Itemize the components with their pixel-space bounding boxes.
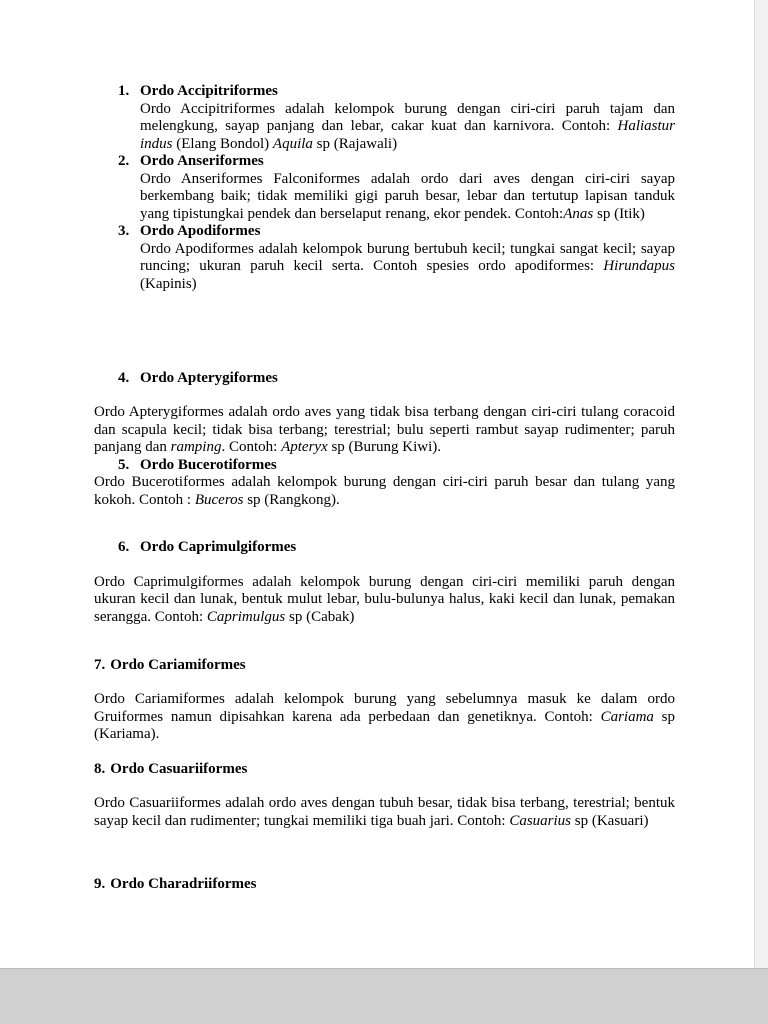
section-number: 4.: [118, 369, 130, 386]
section-paragraph: Ordo Caprimulgiformes adalah kelompok burung dengan ciri-ciri memiliki paruh dengan ukuran kecil dan lunak, bentuk mulut lebar, bulu-bulunya halus, kaki kecil dan lunak, pemakan serangga. Contoh: Caprimulgus sp (Cabak): [94, 573, 675, 626]
section-number: 8.: [94, 760, 106, 777]
section-ordo-anseriformes: [94, 153, 675, 223]
section-number: 9.: [94, 876, 106, 893]
section-ordo-charadriiformes: [94, 876, 675, 894]
section-paragraph: Ordo Apodiformes adalah kelompok burung bertubuh kecil; tungkai sangat kecil; sayap runcing; ukuran paruh kecil serta. Contoh spesies ordo apodiformes: Hirundapus (Kapinis): [140, 240, 675, 293]
section-heading: [94, 761, 675, 779]
section-heading: [94, 876, 675, 894]
section-ordo-cariamiformes: [94, 657, 675, 744]
section-number: 5.: [118, 456, 130, 473]
section-paragraph: Ordo Apterygiformes adalah ordo aves yang tidak bisa terbang dengan ciri-ciri tulang coracoid dan scapula kecil; tidak bisa terbang; terestrial; bulu seperti rambut sayap rudimenter; paruh panjang dan ramping. Contoh: Apteryx sp (Burung Kiwi).: [94, 404, 675, 456]
section-ordo-caprimulgiformes: [94, 539, 675, 626]
section-number: 1.: [118, 83, 130, 99]
section-paragraph: Ordo Cariamiformes adalah kelompok burung yang sebelumnya masuk ke dalam ordo Gruiformes namun dipisahkan karena ada perbedaan dan genetiknya. Contoh: Cariama sp (Kariama).: [94, 691, 675, 743]
section-title: Ordo Apterygiformes: [140, 369, 278, 386]
section-heading: [94, 83, 675, 101]
section-ordo-bucerotiformes: [94, 457, 675, 510]
section-ordo-accipitriformes: [94, 83, 675, 153]
section-paragraph: Ordo Anseriformes Falconiformes adalah ordo dari aves dengan ciri-ciri sayap berkembang baik; tidak memiliki gigi paruh besar, lebar dan tertutup lapisan tanduk yang tipistungkai pendek dan berselaput renang, ekor pendek. Contoh:Anas sp (Itik): [140, 170, 675, 222]
section-title: Ordo Caprimulgiformes: [140, 539, 297, 556]
section-title: Ordo Apodiformes: [140, 223, 261, 240]
section-number: 6.: [118, 539, 130, 556]
section-number: 7.: [94, 656, 106, 673]
section-heading: [94, 223, 675, 241]
section-paragraph: Ordo Bucerotiformes adalah kelompok burung dengan ciri-ciri paruh besar dan tulang yang kokoh. Contoh : Buceros sp (Rangkong).: [94, 474, 675, 508]
section-title: Ordo Casuariiformes: [110, 760, 248, 777]
section-title: Ordo Accipitriformes: [140, 83, 278, 99]
section-paragraph: Ordo Casuariiformes adalah ordo aves dengan tubuh besar, tidak bisa terbang, terestrial; bentuk sayap kecil dan rudimenter; tungkai memiliki tiga buah jari. Contoh: Casuarius sp (Kasuari): [94, 795, 675, 829]
section-heading: [94, 539, 675, 557]
section-title: Ordo Bucerotiformes: [140, 456, 277, 473]
section-heading: [94, 657, 675, 675]
section-paragraph: Ordo Accipitriformes adalah kelompok burung dengan ciri-ciri paruh tajam dan melengkung, sayap panjang dan lebar, cakar kuat dan karnivora. Contoh: Haliastur indus (Elang Bondol) Aquila sp (Rajawali): [140, 100, 675, 152]
section-number: 3.: [118, 223, 130, 240]
viewer-background-bottom: [0, 968, 768, 1024]
section-number: 2.: [118, 153, 130, 170]
section-title: Ordo Anseriformes: [140, 153, 264, 170]
section-heading: [94, 457, 675, 475]
scrollbar-track[interactable]: [754, 0, 768, 968]
section-heading: [94, 153, 675, 171]
section-title: Ordo Cariamiformes: [110, 656, 246, 673]
section-ordo-casuariiformes: [94, 761, 675, 831]
section-ordo-apodiformes: [94, 223, 675, 293]
section-title: Ordo Charadriiformes: [110, 876, 257, 893]
section-heading: [94, 370, 675, 388]
section-ordo-apterygiformes: [94, 370, 675, 457]
